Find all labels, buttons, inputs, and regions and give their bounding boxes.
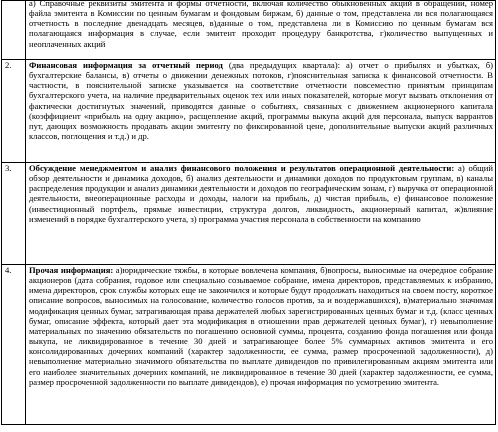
table-row [2, 60, 496, 163]
row-body: (два предыдущих квартала): а) отчет о прибылях и убытках, б) бухгалтерские балансы, в) отчеты о движении денежных потоков, г)пояснительная записка к финансовой отчетности. В частности, в пояснительной записке указывается на соответствие отчетности повсеместно принятым принципам бухгалтерского учета, на наличие предварительных оценок тех или иных показателей, которые могут вызвать отклонения от фактически достигнутых значений, приводятся данные о событиях, связанных с движением акционерного капитала (коэффициент «прибыль на одну акцию», расщепление акций, программы выкупа акций для персонала, выпуск варрантов пут, дающих возможность продавать акции эмитенту по фиксированной цене, дополнительные выпуски акций различных классов, поглощения и т.д.) и др. [29, 60, 493, 142]
row-body: а) общий обзор деятельности и динамика доходов, б) анализ деятельности и динамики доходов по продуктовым группам, в) каналы распределения продукции и анализ динамики деятельности и доходов по географическим зонам, г) выручка от операционной деятельности, внеоперационные расходы и доходы, налоги на прибыль, д) чистая прибыль, е) финансовое положение (инвестиционный портфель, прямые инвестиции, структура долгов, ликвидность, акционерный капитал, ж)влияние изменений в порядке бухгалтерского учета, з) программа участия персонала в собственности на компанию [29, 163, 494, 224]
row-body: а) Справочные реквизиты эмитента и формы отчетности, включая количество обыкновенных акций в обращении, номер файла эмитента в Комиссии по ценным бумагам и фондовым биржам, б) данные о том, представлена ли вся полагающаяся отчетность в последние двенадцать месяцев, в)данные о том, представлена ли в Комиссию по ценным бумагам вся полагающаяся информация в случае, если эмитент проходит процедуру банкротства, г)количество выпущенных и неоплаченных акций [29, 0, 493, 49]
table-row [2, 265, 496, 425]
table-row [2, 163, 496, 265]
row-text [26, 1, 496, 60]
row-number: 4. [2, 265, 26, 425]
row-number: 3. [2, 163, 26, 265]
row-number: 2. [2, 60, 26, 163]
row-text [26, 265, 496, 425]
table-row [2, 1, 496, 60]
requirements-table [1, 0, 496, 425]
row-heading: Финансовая информация за отчетный период [29, 60, 223, 70]
row-body: а)юридические тяжбы, в которые вовлечена компания, б)вопросы, выносимые на очередное собрание акционеров (дата собрания, годовое или специально созываемое собрание, имена директоров, представляемых к избранию, имена директоров, срок службы которых еще не закончился и которые будут продолжать находиться на своем посту, короткое описание вопросов, выносимых на голосование, количество голосов против, за и воздержавшихся), в)материально значимая модификация ценных бумаг, затрагивающая права держателей любых зарегистрированных ценных бумаг и т.д. (класс ценных бумаг, описание эффекта, который дает эта модификация в отношении прав держателей ценных бумаг), г) невыполнение материальных по значению обязательств по погашению основной суммы, процента, созданию фонда погашения или фонда выкупа, не ликвидированное в течение 30 дней и затрагивающее более 5% суммарных активов эмитента и его консолидированных дочерних компаний (характер задолженности, ее сумма, размер просроченной задолженности), д) невыполнение материально значимого обязательства по выплате дивидендов по привилегированным акциям эмитента или его наиболее значительных дочерних компаний, не ликвидированное в течение 30 дней (характер задолженности, ее сумма, размер просроченной задолженности по выплате дивидендов), е) прочая информация по усмотрению эмитента. [29, 265, 493, 387]
row-text [26, 60, 496, 163]
row-heading: Обсуждение менеджментом и анализ финансового положения и результатов операционной деятельности: [29, 163, 455, 173]
row-heading: Прочая информация: [29, 265, 114, 275]
row-number [2, 1, 26, 60]
row-text [26, 163, 496, 265]
